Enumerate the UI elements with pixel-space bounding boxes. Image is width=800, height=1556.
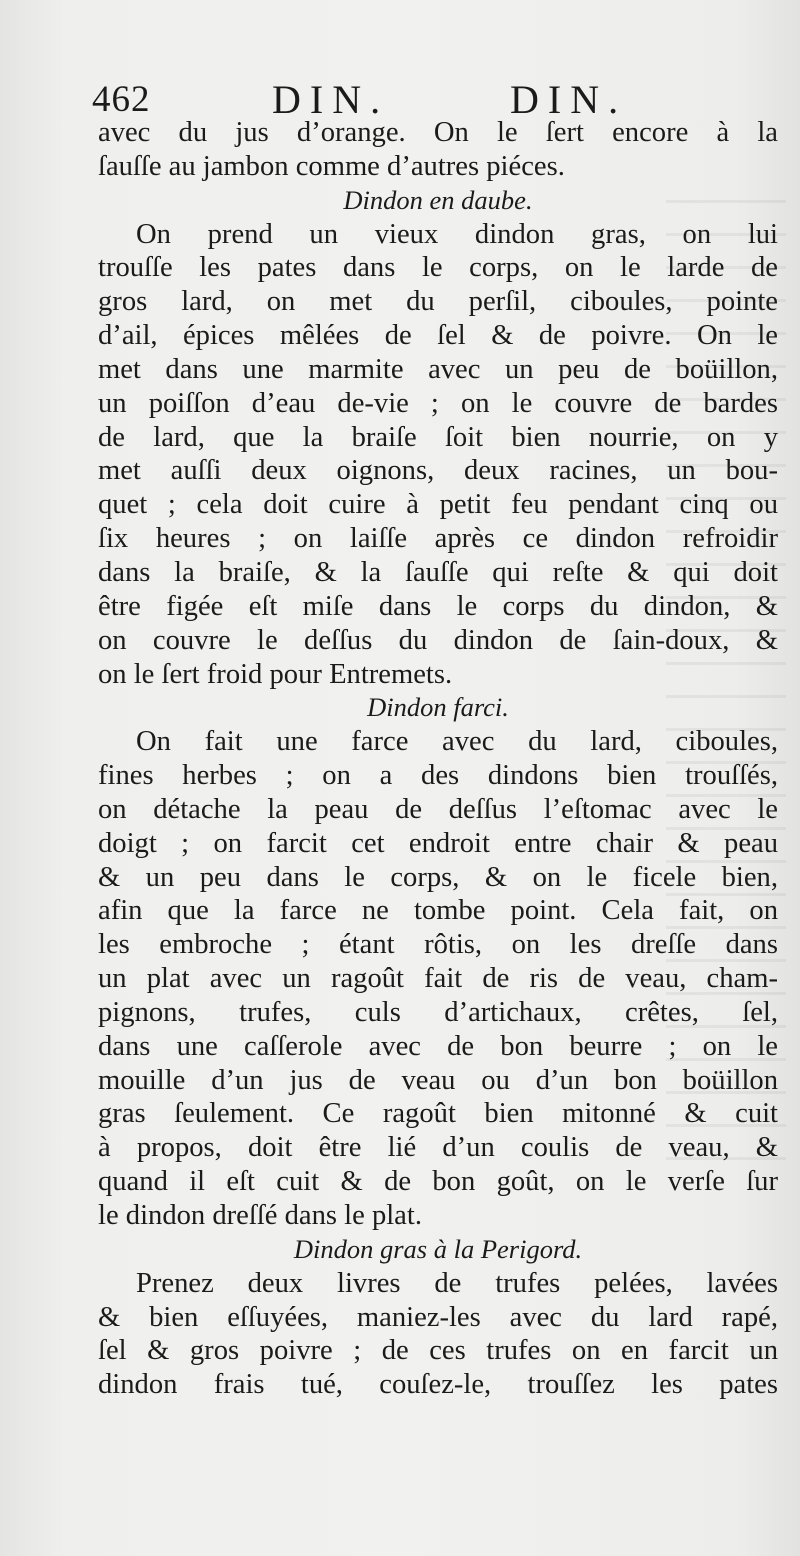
text-line: d’ail, épices mêlées de ſel & de poivre. On le (98, 320, 778, 352)
text-line: à propos, doit être lié d’un coulis de veau, & (98, 1132, 778, 1164)
text-line: un plat avec un ragoût fait de ris de veau, cham- (98, 963, 778, 995)
text-line: Prenez deux livres de trufes pelées, lavées (136, 1267, 778, 1299)
text-line: de lard, que la braiſe ſoit bien nourrie, on y (98, 421, 778, 453)
text-line: ſix heures ; on laiſſe après ce dindon refroidir (98, 523, 778, 555)
text-line: met auſſi deux oignons, deux racines, un bou- (98, 455, 778, 487)
text-line: gras ſeulement. Ce ragoût bien mitonné & cuit (98, 1098, 778, 1130)
text-line: doigt ; on farcit cet endroit entre chair & peau (98, 827, 778, 859)
page-header (92, 74, 782, 120)
text-line: les embroche ; étant rôtis, on les dreſſe dans (98, 929, 778, 961)
text-line: un poiſſon d’eau de-vie ; on le couvre de bardes (98, 387, 778, 419)
text-line: être figée eſt miſe dans le corps du dindon, & (98, 590, 778, 622)
text-line: on le ſert froid pour Entremets. (98, 658, 453, 690)
page-number: 462 (92, 79, 151, 120)
recipe-heading: Dindon gras à la Perigord. (293, 1233, 583, 1264)
text-line: avec du jus d’orange. On le ſert encore à la (98, 117, 778, 148)
text-line: quand il eſt cuit & de bon goût, on le verſe ſur (98, 1166, 778, 1198)
running-head-right: DIN. (510, 77, 628, 122)
text-line: on couvre le deſſus du dindon de ſain-doux, & (98, 624, 778, 656)
running-head-left: DIN. (272, 77, 390, 122)
text-line: On fait une farce avec du lard, ciboules, (136, 726, 778, 758)
text-line: gros lard, on met du perſil, ciboules, pointe (98, 286, 778, 318)
body-text (98, 116, 778, 1402)
text-line: on détache la peau de deſſus l’eſtomac avec le (98, 793, 778, 825)
text-line: fines herbes ; on a des dindons bien trouſſés, (98, 760, 778, 792)
text-line: pignons, trufes, culs d’artichaux, crêtes, ſel, (98, 996, 778, 1028)
text-line: trouſſe les pates dans le corps, on le larde de (98, 252, 778, 284)
text-line: le dindon dreſſé dans le plat. (98, 1200, 422, 1231)
text-line: dans une caſſerole avec de bon beurre ; on le (98, 1030, 778, 1062)
text-line: & un peu dans le corps, & on le ficele bien, (98, 861, 778, 893)
text-line: ſauſſe au jambon comme d’autres piéces. (98, 150, 565, 182)
text-line: mouille d’un jus de veau ou d’un bon boüillon (98, 1064, 778, 1096)
text-line: ſel & gros poivre ; de ces trufes on en farcit un (98, 1335, 778, 1367)
recipe-heading: Dindon en daube. (343, 184, 533, 215)
text-line: On prend un vieux dindon gras, on lui (136, 218, 778, 250)
text-line: quet ; cela doit cuire à petit feu pendant cinq ou (98, 489, 778, 521)
text-line: dans la braiſe, & la ſauſſe qui reſte & qui doit (98, 556, 778, 588)
text-line: met dans une marmite avec un peu de boüillon, (98, 353, 778, 385)
recipe-heading: Dindon farci. (367, 692, 509, 723)
text-line: dindon frais tué, couſez-le, trouſſez les pates (98, 1369, 778, 1401)
text-line: & bien eſſuyées, maniez-les avec du lard rapé, (98, 1301, 778, 1333)
text-line: afin que la farce ne tombe point. Cela fait, on (98, 895, 778, 927)
